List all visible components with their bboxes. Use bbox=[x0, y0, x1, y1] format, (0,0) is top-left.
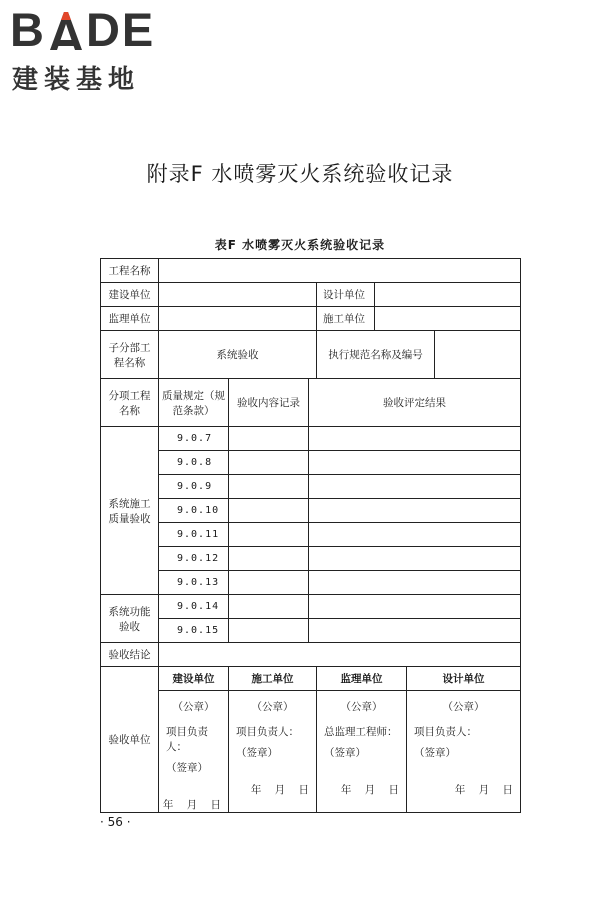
record-cell[interactable] bbox=[229, 619, 309, 643]
table-row bbox=[101, 595, 521, 619]
sig-unit-supervision: 监理单位 bbox=[317, 667, 407, 691]
construction-unit-label: 建设单位 bbox=[101, 283, 159, 307]
row-column-headers bbox=[101, 379, 521, 427]
standard-name-field[interactable] bbox=[435, 331, 521, 379]
record-cell[interactable] bbox=[229, 571, 309, 595]
clause-cell: 9.0.9 bbox=[159, 475, 229, 499]
table-row bbox=[101, 427, 521, 451]
sub-item-label: 分项工程名称 bbox=[101, 379, 159, 427]
logo-subtitle: 建装基地 bbox=[12, 65, 141, 95]
result-cell[interactable] bbox=[309, 571, 521, 595]
evaluation-result-header: 验收评定结果 bbox=[309, 379, 521, 427]
result-cell[interactable] bbox=[309, 547, 521, 571]
result-cell[interactable] bbox=[309, 427, 521, 451]
signature-block[interactable] bbox=[317, 691, 407, 813]
acceptance-conclusion-field[interactable] bbox=[159, 643, 521, 667]
project-name-field[interactable] bbox=[159, 259, 521, 283]
lead-text: 总监理工程师： bbox=[324, 726, 398, 738]
appendix-title: 附录F 水喷雾灭火系统验收记录 bbox=[146, 162, 454, 186]
design-unit-label: 设计单位 bbox=[317, 283, 375, 307]
supervision-unit-field[interactable] bbox=[159, 307, 317, 331]
seal-text: （公章） bbox=[172, 701, 215, 713]
table-caption: 表F 水喷雾灭火系统验收记录 bbox=[214, 238, 386, 252]
construction-quality-label: 系统施工质量验收 bbox=[101, 427, 159, 595]
result-cell[interactable] bbox=[309, 523, 521, 547]
result-cell[interactable] bbox=[309, 475, 521, 499]
signature-block[interactable] bbox=[159, 691, 229, 813]
clause-cell: 9.0.12 bbox=[159, 547, 229, 571]
record-cell[interactable] bbox=[229, 475, 309, 499]
table-row bbox=[101, 547, 521, 571]
table-row bbox=[101, 523, 521, 547]
logo-letter-b: B bbox=[10, 3, 46, 56]
row-project-name bbox=[101, 259, 521, 283]
clause-cell: 9.0.10 bbox=[159, 499, 229, 523]
acceptance-conclusion-label: 验收结论 bbox=[101, 643, 159, 667]
contractor-unit-label: 施工单位 bbox=[317, 307, 375, 331]
date-text: 年 月 日 bbox=[454, 784, 513, 796]
acceptance-record-table bbox=[100, 258, 521, 813]
record-cell[interactable] bbox=[229, 427, 309, 451]
seal-text: （公章） bbox=[251, 701, 294, 713]
construction-unit-field[interactable] bbox=[159, 283, 317, 307]
row-signature-headers bbox=[101, 667, 521, 691]
supervision-unit-label: 监理单位 bbox=[101, 307, 159, 331]
table-row bbox=[101, 619, 521, 643]
bade-logo bbox=[10, 3, 156, 96]
contractor-unit-field[interactable] bbox=[375, 307, 521, 331]
standard-name-label: 执行规范名称及编号 bbox=[317, 331, 435, 379]
lead-text: 项目负责人： bbox=[166, 726, 208, 753]
table-row bbox=[101, 475, 521, 499]
stamp-text: （签章） bbox=[236, 747, 278, 759]
signature-block[interactable] bbox=[229, 691, 317, 813]
lead-text: 项目负责人： bbox=[236, 726, 299, 738]
result-cell[interactable] bbox=[309, 451, 521, 475]
record-cell[interactable] bbox=[229, 595, 309, 619]
clause-cell: 9.0.14 bbox=[159, 595, 229, 619]
row-conclusion bbox=[101, 643, 521, 667]
subdivision-label: 子分部工程名称 bbox=[101, 331, 159, 379]
sig-unit-contractor: 施工单位 bbox=[229, 667, 317, 691]
design-unit-field[interactable] bbox=[375, 283, 521, 307]
record-cell[interactable] bbox=[229, 523, 309, 547]
stamp-text: （签章） bbox=[324, 747, 366, 759]
clause-cell: 9.0.7 bbox=[159, 427, 229, 451]
quality-spec-header: 质量规定（规范条款） bbox=[159, 379, 229, 427]
logo-a-mark bbox=[47, 10, 85, 50]
date-text: 年 月 日 bbox=[340, 784, 399, 796]
logo-letters-de: DE bbox=[85, 3, 156, 56]
date-text: 年 月 日 bbox=[250, 784, 309, 796]
sig-unit-design: 设计单位 bbox=[407, 667, 521, 691]
row-construction-unit bbox=[101, 283, 521, 307]
table-row bbox=[101, 499, 521, 523]
clause-cell: 9.0.11 bbox=[159, 523, 229, 547]
clause-cell: 9.0.13 bbox=[159, 571, 229, 595]
result-cell[interactable] bbox=[309, 595, 521, 619]
stamp-text: （签章） bbox=[414, 747, 456, 759]
function-acceptance-label: 系统功能验收 bbox=[101, 595, 159, 643]
clause-cell: 9.0.8 bbox=[159, 451, 229, 475]
seal-text: （公章） bbox=[340, 701, 383, 713]
seal-text: （公章） bbox=[442, 701, 485, 713]
record-cell[interactable] bbox=[229, 451, 309, 475]
stamp-text: （签章） bbox=[166, 762, 208, 774]
date-text: 年 月 日 bbox=[162, 799, 221, 811]
row-supervision-unit bbox=[101, 307, 521, 331]
result-cell[interactable] bbox=[309, 619, 521, 643]
clause-cell: 9.0.15 bbox=[159, 619, 229, 643]
table-row bbox=[101, 571, 521, 595]
result-cell[interactable] bbox=[309, 499, 521, 523]
page-number: · 56 · bbox=[100, 815, 131, 829]
lead-text: 项目负责人： bbox=[414, 726, 477, 738]
acceptance-record-header: 验收内容记录 bbox=[229, 379, 309, 427]
system-acceptance-text: 系统验收 bbox=[159, 331, 317, 379]
record-cell[interactable] bbox=[229, 499, 309, 523]
project-name-label: 工程名称 bbox=[101, 259, 159, 283]
row-subdivision bbox=[101, 331, 521, 379]
sig-unit-construction: 建设单位 bbox=[159, 667, 229, 691]
acceptance-units-label: 验收单位 bbox=[101, 667, 159, 813]
signature-block[interactable] bbox=[407, 691, 521, 813]
record-cell[interactable] bbox=[229, 547, 309, 571]
row-signatures bbox=[101, 691, 521, 813]
logo-wordmark bbox=[10, 3, 156, 56]
table-row bbox=[101, 451, 521, 475]
